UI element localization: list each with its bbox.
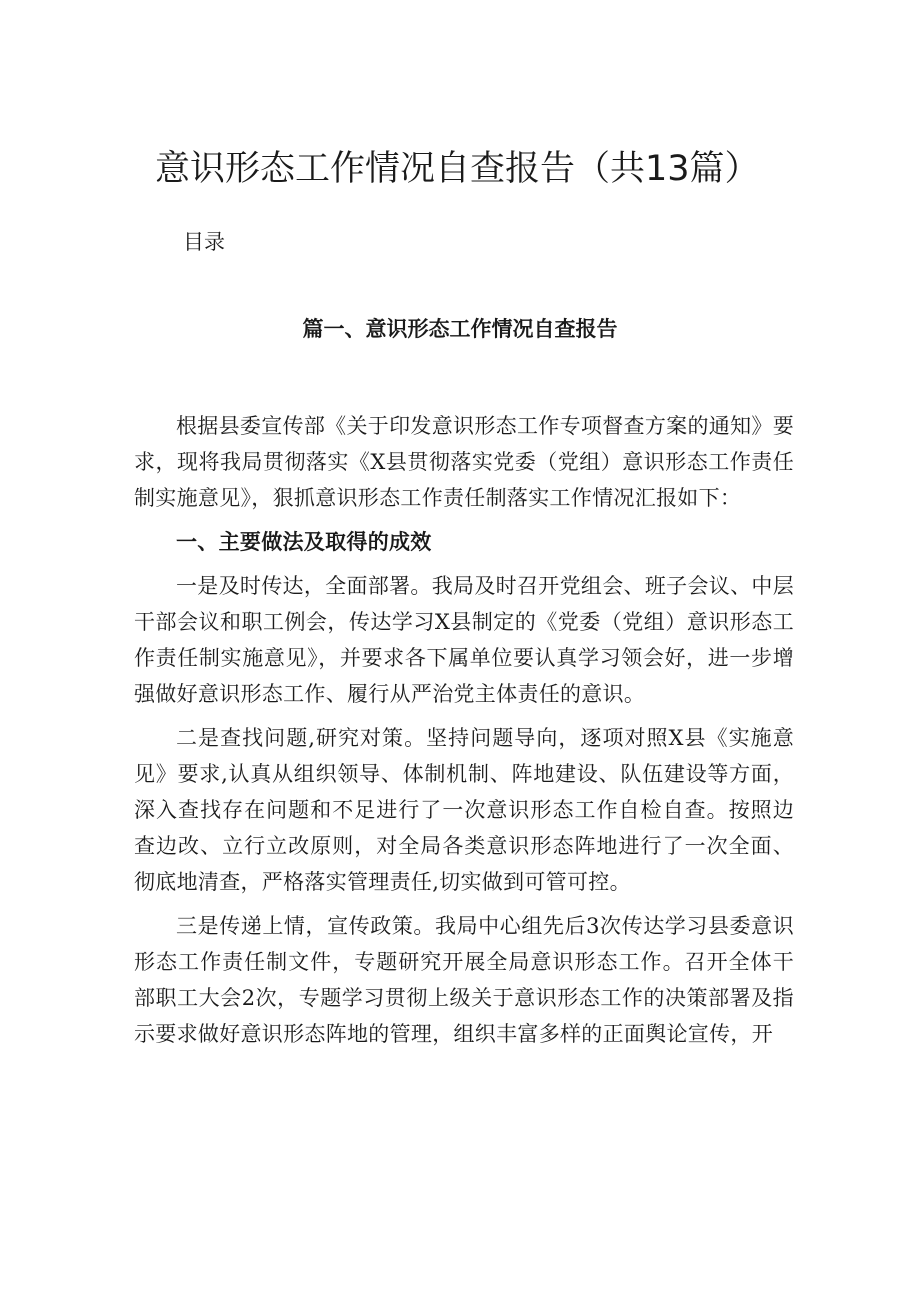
section-heading: 一、主要做法及取得的成效: [176, 530, 432, 554]
intro-paragraph: 根据县委宣传部《关于印发意识形态工作专项督查方案的通知》要求，现将我局贯彻落实《X县贯彻落实党委（党组）意识形态工作责任制实施意见》，狠抓意识形态工作责任制落实工作情况汇报如下：: [134, 414, 794, 510]
toc-label: 目录: [183, 230, 225, 254]
body-paragraph-1: 一是及时传达，全面部署。我局及时召开党组会、班子会议、中层干部会议和职工例会，传达学习X县制定的《党委（党组）意识形态工作责任制实施意见》，并要求各下属单位要认真学习领会好，进一步增强做好意识形态工作、履行从严治党主体责任的意识。: [134, 574, 794, 706]
document-title: 意识形态工作情况自查报告（共13篇）: [155, 149, 760, 189]
section-title: 篇一、意识形态工作情况自查报告: [302, 317, 618, 341]
body-paragraph-2: 二是查找问题,研究对策。坚持问题导向，逐项对照X县《实施意见》要求,认真从组织领导、体制机制、阵地建设、队伍建设等方面，深入查找存在问题和不足进行了一次意识形态工作自检自查。按照边查边改、立行立改原则，对全局各类意识形态阵地进行了一次全面、彻底地清查，严格落实管理责任,切实做到可管可控。: [134, 726, 794, 894]
body-paragraph-3: 三是传递上情，宣传政策。我局中心组先后3次传达学习县委意识形态工作责任制文件，专题研究开展全局意识形态工作。召开全体干部职工大会2次，专题学习贯彻上级关于意识形态工作的决策部署及指示要求做好意识形态阵地的管理，组织丰富多样的正面舆论宣传，开: [134, 914, 794, 1046]
document-body: [134, 408, 794, 1060]
